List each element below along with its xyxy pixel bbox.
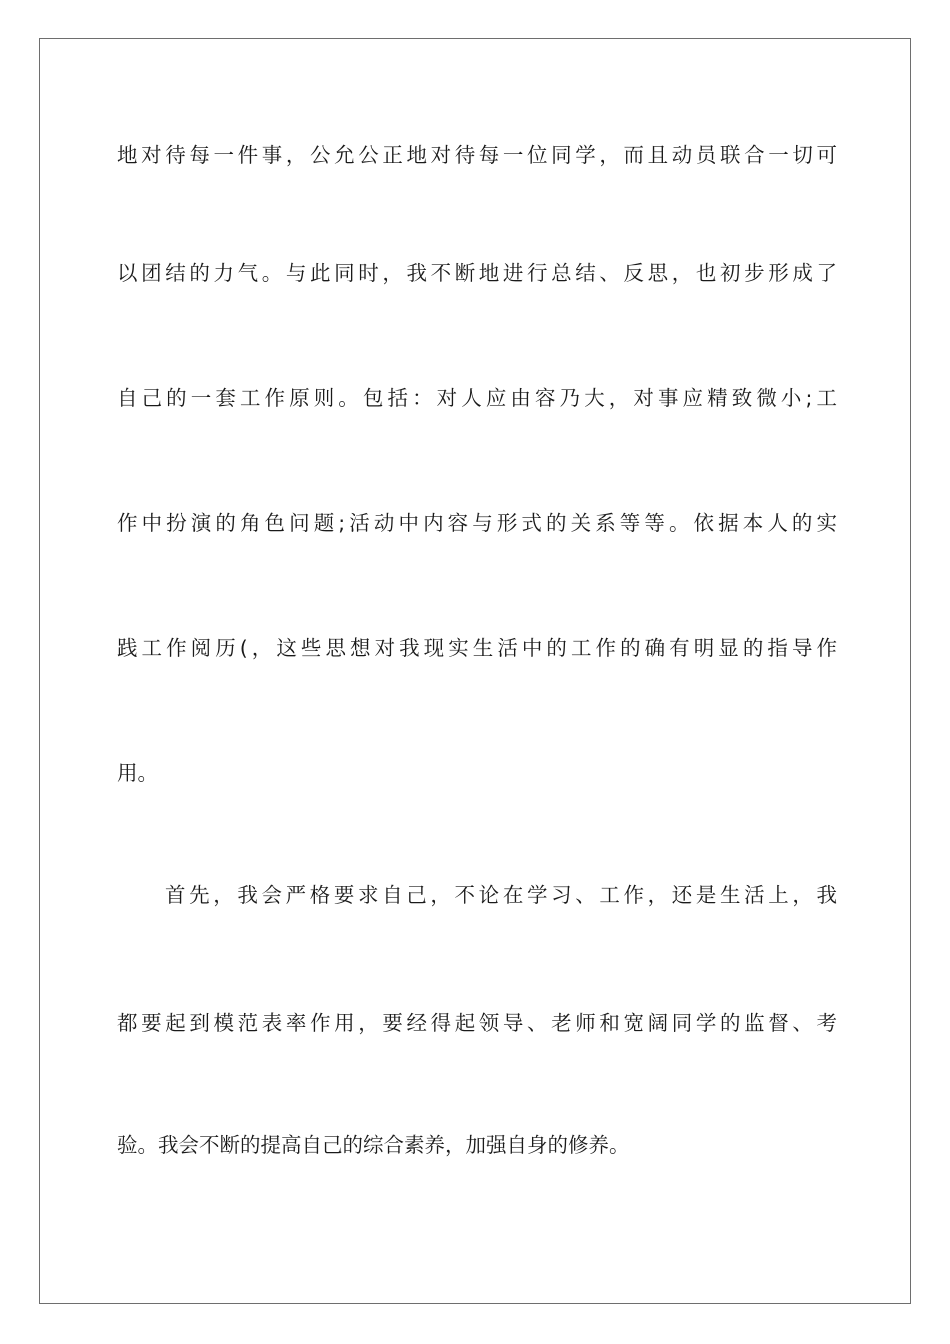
- text-line-6: 用。: [117, 761, 158, 785]
- text-line-7: 首先，我会严格要求自己，不论在学习、工作，还是生活上，我: [165, 883, 837, 907]
- page-border: [39, 38, 911, 1304]
- text-line-9: 验。我会不断的提高自己的综合素养，加强自身的修养。: [117, 1133, 630, 1157]
- text-line-1: 地对待每一件事，公允公正地对待每一位同学，而且动员联合一切可: [117, 143, 837, 167]
- text-line-4: 作中扮演的角色问题;活动中内容与形式的关系等等。依据本人的实: [117, 511, 837, 535]
- text-line-2: 以团结的力气。与此同时，我不断地进行总结、反思，也初步形成了: [117, 261, 837, 285]
- text-line-8: 都要起到模范表率作用，要经得起领导、老师和宽阔同学的监督、考: [117, 1011, 837, 1035]
- text-line-5: 践工作阅历(，这些思想对我现实生活中的工作的确有明显的指导作: [117, 636, 837, 660]
- text-line-3: 自己的一套工作原则。包括：对人应由容乃大，对事应精致微小;工: [117, 386, 837, 410]
